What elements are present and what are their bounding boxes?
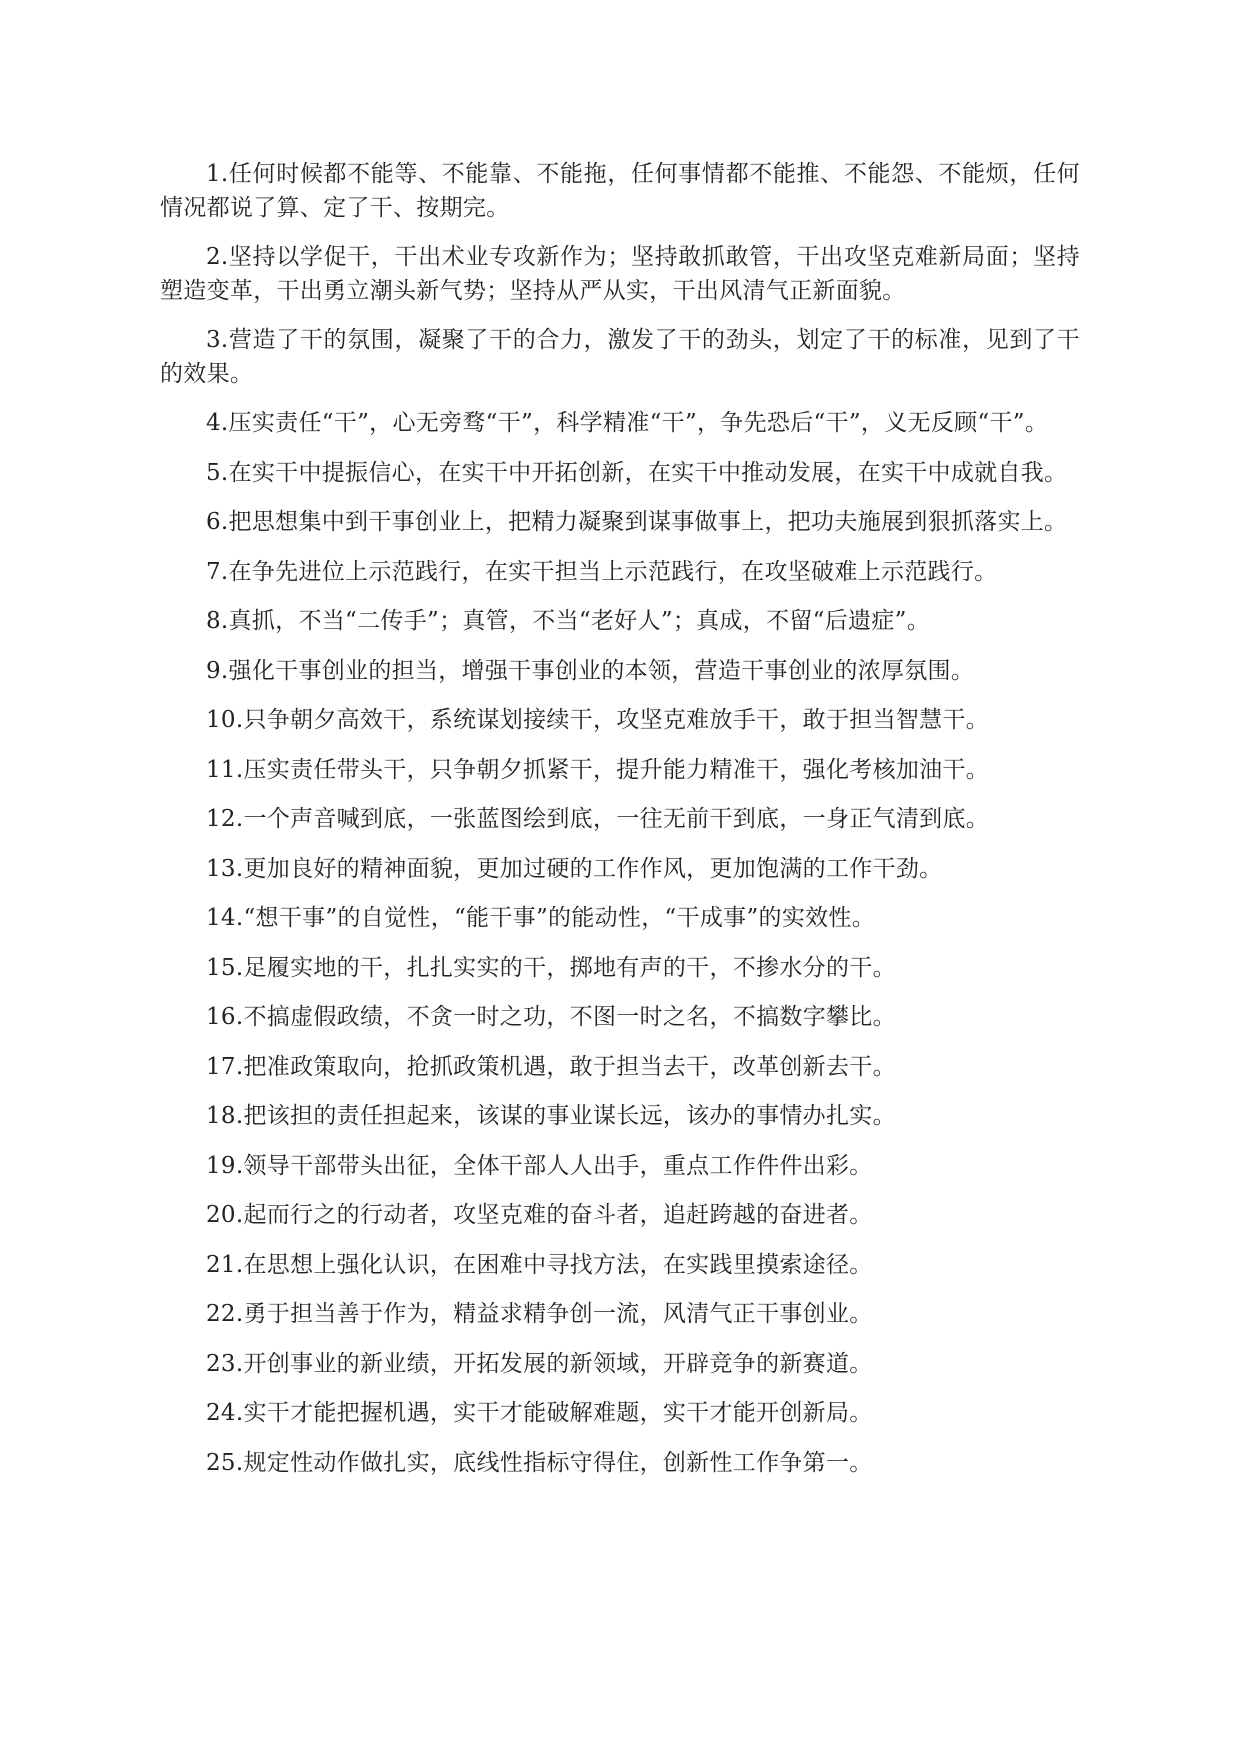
list-item xyxy=(160,407,1080,441)
item-text: 只争朝夕高效干，系统谋划接续干，攻坚克难放手干，敢于担当智慧干。 xyxy=(243,707,990,733)
item-text: 领导干部带头出征，全体干部人人出手，重点工作件件出彩。 xyxy=(243,1152,873,1179)
item-number: 8. xyxy=(206,608,229,634)
item-number: 18. xyxy=(206,1103,244,1129)
list-item xyxy=(160,1001,1080,1035)
item-text: 在实干中提振信心，在实干中开拓创新，在实干中推动发展，在实干中成就自我。 xyxy=(228,459,1068,486)
list-item xyxy=(160,1100,1080,1134)
list-item xyxy=(160,952,1080,986)
item-number: 22. xyxy=(206,1301,244,1327)
item-text: 开创事业的新业绩，开拓发展的新领域，开辟竞争的新赛道。 xyxy=(243,1350,873,1377)
list-item xyxy=(160,1298,1080,1332)
item-number: 7. xyxy=(206,558,229,585)
list-item xyxy=(160,1051,1080,1085)
item-text: 强化干事创业的担当，增强干事创业的本领，营造干事创业的浓厚氛围。 xyxy=(228,657,975,684)
item-number: 4. xyxy=(206,410,229,436)
item-text: 起而行之的行动者，攻坚克难的奋斗者，追赶跨越的奋进者。 xyxy=(243,1202,873,1228)
item-text: 压实责任“干”，心无旁骛“干”，科学精准“干”，争先恐后“干”，义无反顾“干”。 xyxy=(228,410,1049,436)
list-item xyxy=(160,1150,1080,1184)
item-number: 5. xyxy=(206,459,229,486)
list-item xyxy=(160,655,1080,689)
item-text: 更加良好的精神面貌，更加过硬的工作作风，更加饱满的工作干劲。 xyxy=(243,855,943,882)
list-item xyxy=(160,506,1080,540)
list-item xyxy=(160,457,1080,491)
item-text: 把该担的责任担起来，该谋的事业谋长远，该办的事情办扎实。 xyxy=(243,1103,896,1129)
item-number: 16. xyxy=(206,1004,244,1030)
list-item xyxy=(160,605,1080,639)
list-item xyxy=(160,1447,1080,1481)
item-text: 规定性动作做扎实，底线性指标守得住，创新性工作争第一。 xyxy=(243,1449,873,1476)
item-text: 把思想集中到干事创业上，把精力凝聚到谋事做事上，把功夫施展到狠抓落实上。 xyxy=(228,509,1068,535)
list-item xyxy=(160,902,1080,936)
list-item xyxy=(160,241,1080,308)
list-item xyxy=(160,853,1080,887)
item-number: 14. xyxy=(206,905,244,931)
item-number: 12. xyxy=(206,806,244,832)
document-page xyxy=(160,158,1080,1496)
item-number: 24. xyxy=(206,1400,244,1426)
list-item xyxy=(160,1249,1080,1283)
item-number: 19. xyxy=(206,1152,244,1179)
item-text: 足履实地的干，扎扎实实的干，掷地有声的干，不掺水分的干。 xyxy=(243,954,896,981)
item-number: 21. xyxy=(206,1251,244,1278)
item-number: 11. xyxy=(206,756,244,783)
item-text: 坚持以学促干，干出术业专攻新作为；坚持敢抓敢管，干出攻坚克难新局面；坚持塑造变革，干出勇立潮头新气势；坚持从严从实，干出风清气正新面貌。 xyxy=(160,244,1080,304)
item-text: 真抓，不当“二传手”；真管，不当“老好人”；真成，不留“后遗症”。 xyxy=(228,608,930,634)
item-number: 3. xyxy=(206,327,229,353)
list-item xyxy=(160,754,1080,788)
item-number: 13. xyxy=(206,855,244,882)
item-number: 17. xyxy=(206,1053,244,1080)
item-number: 9. xyxy=(206,657,229,684)
item-text: 在争先进位上示范践行，在实干担当上示范践行，在攻坚破难上示范践行。 xyxy=(228,558,998,585)
item-number: 15. xyxy=(206,954,244,981)
item-text: 勇于担当善于作为，精益求精争创一流，风清气正干事创业。 xyxy=(243,1301,873,1327)
item-text: 任何时候都不能等、不能靠、不能拖，任何事情都不能推、不能怨、不能烦，任何情况都说了算、定了干、按期完。 xyxy=(160,161,1080,221)
list-item xyxy=(160,1397,1080,1431)
item-number: 20. xyxy=(206,1202,244,1228)
item-number: 1. xyxy=(206,161,229,187)
list-item xyxy=(160,803,1080,837)
item-number: 25. xyxy=(206,1449,244,1476)
list-item xyxy=(160,556,1080,590)
item-text: 压实责任带头干，只争朝夕抓紧干，提升能力精准干，强化考核加油干。 xyxy=(243,756,990,783)
list-item xyxy=(160,158,1080,225)
item-number: 23. xyxy=(206,1350,244,1377)
item-text: 实干才能把握机遇，实干才能破解难题，实干才能开创新局。 xyxy=(243,1400,873,1426)
item-number: 10. xyxy=(206,707,244,733)
item-text: 不搞虚假政绩，不贪一时之功，不图一时之名，不搞数字攀比。 xyxy=(243,1004,896,1030)
list-item xyxy=(160,1199,1080,1233)
list-item xyxy=(160,324,1080,391)
item-number: 6. xyxy=(206,509,229,535)
list-item xyxy=(160,1348,1080,1382)
item-text: 把准政策取向，抢抓政策机遇，敢于担当去干，改革创新去干。 xyxy=(243,1053,896,1080)
list-item xyxy=(160,704,1080,738)
item-text: 一个声音喊到底，一张蓝图绘到底，一往无前干到底，一身正气清到底。 xyxy=(243,806,990,832)
item-text: 在思想上强化认识，在困难中寻找方法，在实践里摸索途径。 xyxy=(243,1251,873,1278)
item-text: “想干事”的自觉性，“能干事”的能动性，“干成事”的实效性。 xyxy=(243,905,876,931)
item-number: 2. xyxy=(206,244,229,270)
item-text: 营造了干的氛围，凝聚了干的合力，激发了干的劲头，划定了干的标准，见到了干的效果。 xyxy=(160,327,1080,387)
